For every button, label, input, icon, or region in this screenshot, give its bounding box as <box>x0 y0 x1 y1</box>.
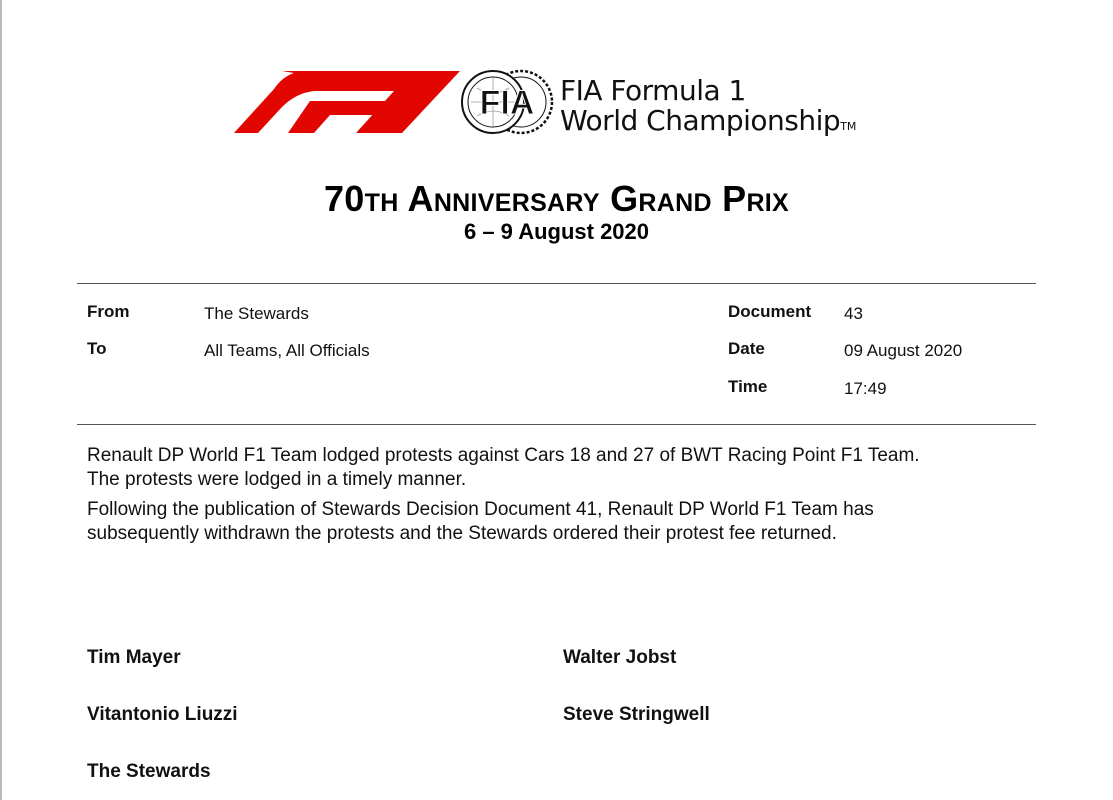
time-value: 17:49 <box>844 379 887 398</box>
fia-logo <box>459 68 555 136</box>
from-value: The Stewards <box>204 304 309 323</box>
championship-wordmark <box>560 76 856 142</box>
to-label: To <box>87 339 107 358</box>
time-label: Time <box>728 377 768 396</box>
signatory-tim-mayer: Tim Mayer <box>87 647 181 668</box>
f1-logo <box>234 71 460 133</box>
championship-line1: FIA Formula 1 <box>560 74 746 107</box>
document-label: Document <box>728 302 812 321</box>
signatory-vitantonio-liuzzi: Vitantonio Liuzzi <box>87 704 238 725</box>
championship-line2 <box>560 106 856 142</box>
to-value: All Teams, All Officials <box>204 341 370 360</box>
event-title: 70th Anniversary Grand Prix <box>323 178 790 219</box>
event-dates: 6 – 9 August 2020 <box>463 219 650 244</box>
closing-stewards: The Stewards <box>87 761 211 782</box>
paragraph-protest-line1: Renault DP World F1 Team lodged protests against Cars 18 and 27 of BWT Racing Point F1 Team. <box>87 445 920 466</box>
from-label: From <box>87 302 130 321</box>
date-value: 09 August 2020 <box>844 341 963 360</box>
paragraph-protest-line2: The protests were lodged in a timely manner. <box>87 469 467 490</box>
paragraph-withdrawal-line1: Following the publication of Stewards Decision Document 41, Renault DP World F1 Team has <box>87 499 874 520</box>
date-label: Date <box>728 339 765 358</box>
document-value: 43 <box>844 304 863 323</box>
divider-bottom <box>77 424 1036 425</box>
championship-line2-text: World Championship <box>560 104 841 137</box>
signatory-steve-stringwell: Steve Stringwell <box>563 704 710 725</box>
paragraph-withdrawal-line2: subsequently withdrawn the protests and the Stewards ordered their protest fee returned. <box>87 523 837 544</box>
paragraph-protest <box>87 444 1037 492</box>
fia-logo-text: FIA <box>479 84 535 122</box>
trademark-mark: TM <box>840 120 857 133</box>
signatory-walter-jobst: Walter Jobst <box>563 647 677 668</box>
page-edge <box>0 0 2 800</box>
divider-top <box>77 283 1036 284</box>
paragraph-withdrawal <box>87 498 1037 546</box>
